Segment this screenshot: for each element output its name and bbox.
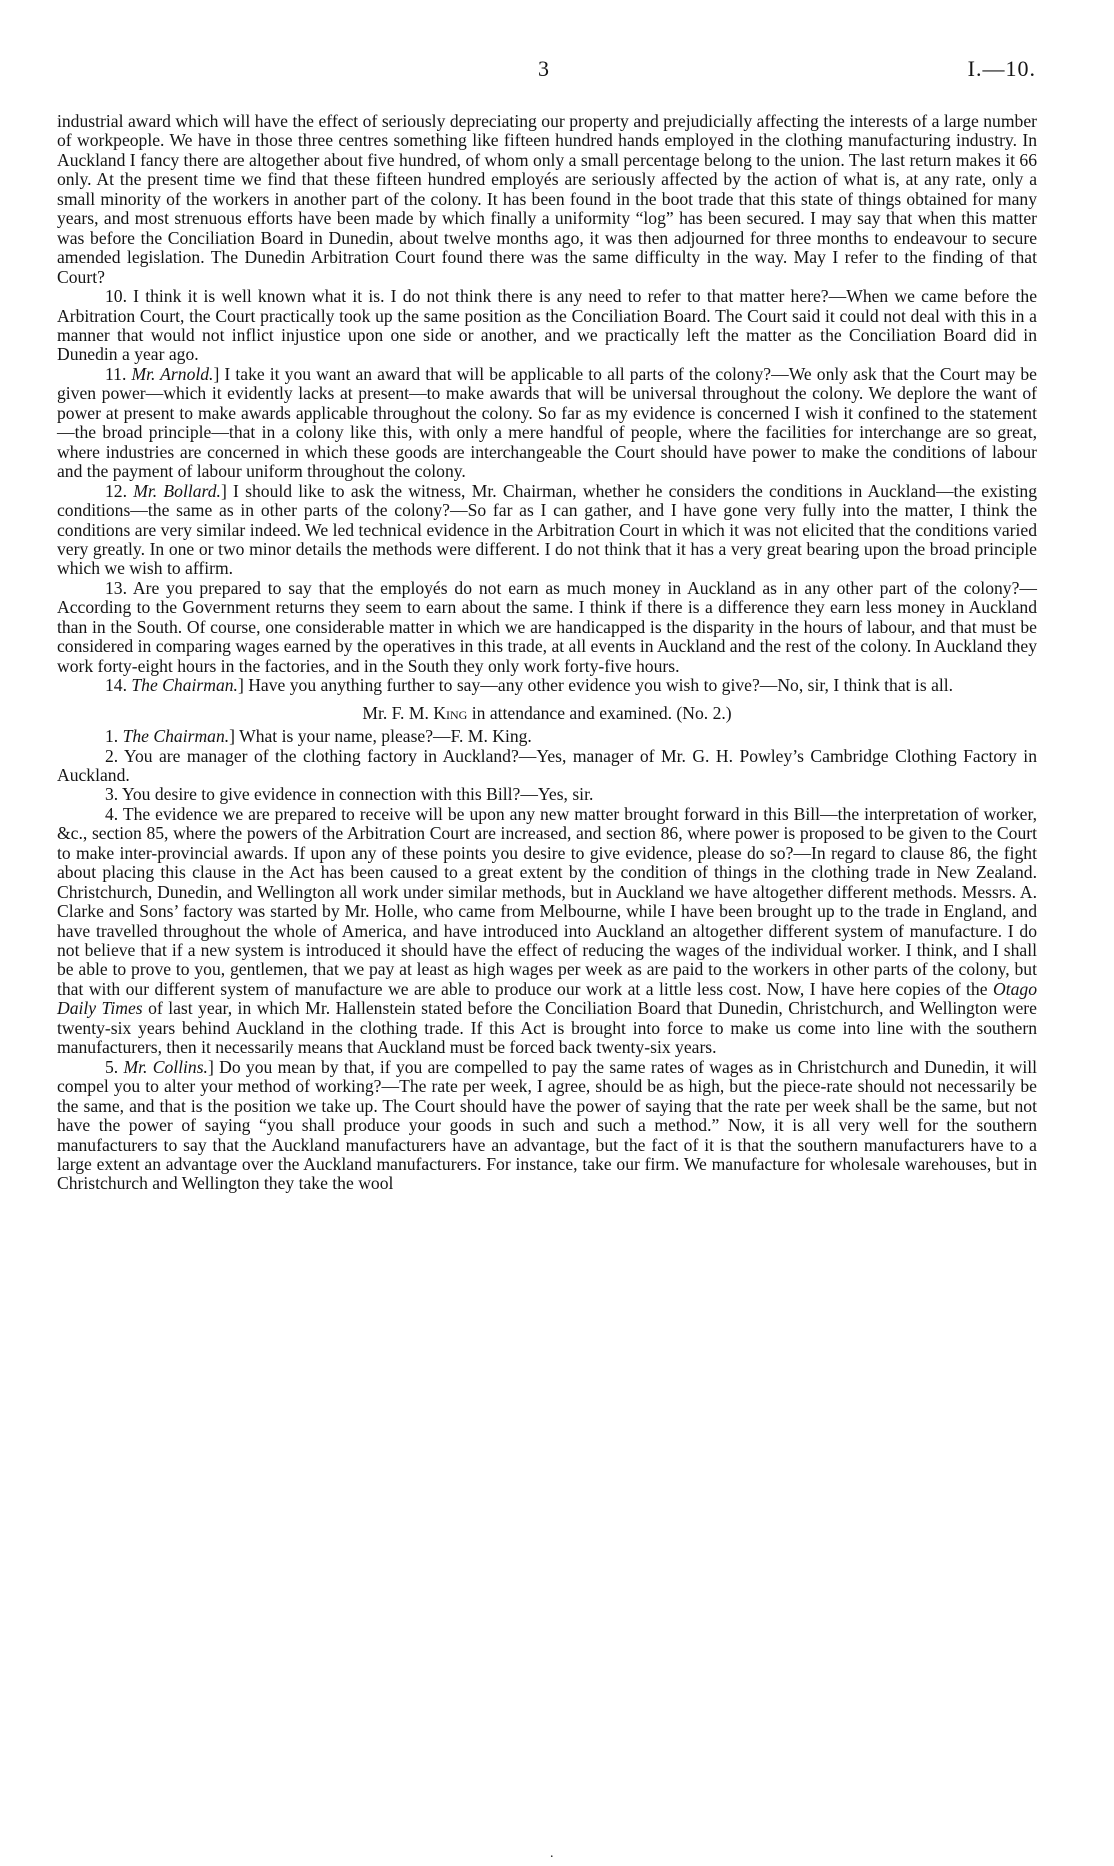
- speaker-name: The Chairman.: [122, 726, 230, 747]
- question-number: 5.: [105, 1056, 124, 1077]
- speaker-name: The Chairman.: [131, 675, 238, 696]
- paragraph-k5: [57, 1058, 1037, 1194]
- page-number: 3: [538, 56, 549, 81]
- newspaper-title: Otago Daily Times: [57, 978, 1037, 1019]
- page-reference: I.—10.: [967, 56, 1036, 81]
- question-text: ] Have you anything further to say—any other evidence you wish to give?—No, sir, I think that is all.: [237, 675, 954, 696]
- body-text: [57, 112, 1037, 1194]
- speaker-name: Mr. Collins.: [123, 1056, 208, 1077]
- paragraph-q13: 13. Are you prepared to say that the employés do not earn as much money in Auckland as in any other part of the colony?—According to the Government returns they seem to earn about the same. I think if there is a difference they earn less money in Auckland than in the South. Of course, one considerable matter in which we are handicapped is the disparity in the hours of labour, and that must be considered in comparing wages earned by the operatives in this trade, at all events in Auckland and the rest of the colony. In Auckland they work forty-eight hours in the factories, and in the South they only work forty-five hours.: [57, 577, 1037, 676]
- paragraph-continued: industrial award which will have the effect of seriously depreciating our property and prejudicially affecting the interests of a large number of workpeople. We have in those three centres something like fifteen hundred hands employed in the clothing manufacturing industry. In Auckland I fancy there are altogether about five hundred, of whom only a small percentage belong to the union. The last return makes it 66 only. At the present time we find that these fifteen hundred employés are seriously affected by the action of what is, at any rate, only a small minority of the workers in another part of the colony. It has been found in the boot trade that this state of things obtained for many years, and most strenuous efforts have been made by which finally a uniformity “log” has been secured. I may say that when this matter was before the Conciliation Board in Dunedin, about twelve months ago, it was then adjourned for three months to endeavour to secure amended legislation. The Dunedin Arbitration Court found there was the same difficulty in the way. May I refer to the finding of that Court?: [57, 111, 1037, 287]
- question-number: 1.: [105, 726, 123, 747]
- witness-heading: Mr. F. M. King in attendance and examined. (No. 2.): [362, 702, 732, 723]
- paragraph-k4: 4. The evidence we are prepared to receive will be upon any new matter brought forward in this Bill—the interpretation of worker, &c., section 85, where the powers of the Arbitration Court are increased, and section 86, where power is proposed to be given to the Court to make inter-provincial awards. If upon any of these points you desire to give evidence, please do so?—In regard to clause 86, the fight about placing this clause in the Act has been caused to a great extent by the condition of things in the clothing trade in New Zealand. Christchurch, Dunedin, and Wellington all work under similar methods, but in Auckland we have altogether different methods. Messrs. A. Clarke and Sons’ factory was started by Mr. Holle, who came from Melbourne, while I have been brought up to the trade in England, and have travelled throughout the whole of America, and have introduced into Auckland an altogether different system of manufacture. I do not believe that if a new system is introduced it should have the effect of reducing the wages of the individual worker. I think, and I shall be able to prove to you, gentlemen, that we pay at least as high wages per week as are paid to the workers in other parts of the colony, but that with our different system of manufacture we are able to produce our work at a little less cost. Now, I have here copies of the Otago Daily Times of last year, in which Mr. Hallenstein stated before the Conciliation Board that Dunedin, Christchurch, and Wellington were twenty-six years behind Auckland in the clothing trade. If this Act is brought into force to make us come into line with the southern manufacturers, then it necessarily means that Auckland must be forced back twenty-six years.: [57, 803, 1037, 1058]
- paragraph-k2: 2. You are manager of the clothing factory in Auckland?—Yes, manager of Mr. G. H. Powley’s Cambridge Clothing Factory in Auckland.: [57, 745, 1037, 785]
- speaker-name: Mr. Bollard.: [133, 480, 221, 501]
- question-text: ] Do you mean by that, if you are compelled to pay the same rates of wages as in Christchurch and Dunedin, it will compel you to alter your method of working?—The rate per week, I agree, should be as high, but the piece-rate should not necessarily be the same, and that is the position we take up. The Court should have the power of saying that the rate per week shall be the same, but not have the power of saying “you shall produce your goods in such and such a method.” Now, it is all very well for the southern manufacturers to say that the Auckland manufacturers have an advantage, but the fact of it is that the southern manufacturers have to a large extent an advantage over the Auckland manufacturers. For instance, take our firm. We manufacture for wholesale warehouses, but in Christchurch and Wellington they take the wool: [57, 1056, 1038, 1194]
- paragraph-q12: [57, 482, 1037, 579]
- footer-mark: .: [550, 1846, 554, 1861]
- question-number: 14.: [105, 675, 132, 696]
- question-text: ] I take it you want an award that will be applicable to all parts of the colony?—We only ask that the Court may be given power—which it evidently lacks at present—to make awards that will be universal throughout the colony. We deplore the want of power at present to make awards applicable throughout the colony. So far as my evidence is concerned I wish it confined to the statement—the broad principle—that in a colony like this, with only a mere handful of people, where the facilities for interchange are so great, where industries are concerned in which these goods are interchangeable the Court should have power to make the conditions of labour and the payment of labour uniform throughout the colony.: [57, 363, 1037, 482]
- question-number: 11.: [105, 363, 132, 384]
- question-text: ] I should like to ask the witness, Mr. Chairman, whether he considers the conditions in Auckland—the existing conditions—the same as in other parts of the colony?—So far as I can gather, and I have gone very fully into the matter, I think the conditions are very similar indeed. We led technical evidence in the Arbitration Court in which it was not elicited that the conditions varied very greatly. In one or two minor details the methods were different. I do not think that it has a very great bearing upon the broad principle which we wish to affirm.: [57, 480, 1037, 579]
- witness-name: King: [433, 702, 468, 723]
- paragraph-k1: [57, 727, 1037, 746]
- paragraph-q10: 10. I think it is well known what it is. I do not think there is any need to refer to that matter here?—When we came before the Arbitration Court, the Court practically took up the same position as the Conciliation Board. The Court said it could not deal with this in a manner that would not inflict injustice upon one side or another, and we practically left the matter as the Conciliation Board did in Dunedin a year ago.: [57, 286, 1037, 365]
- paragraph-q11: [57, 365, 1037, 482]
- speaker-name: Mr. Arnold.: [131, 363, 214, 384]
- paragraph-k3: 3. You desire to give evidence in connection with this Bill?—Yes, sir.: [105, 784, 594, 805]
- question-number: 12.: [105, 480, 134, 501]
- page-header: [0, 56, 1114, 86]
- paragraph-q14: [57, 676, 1037, 695]
- question-text: ] What is your name, please?—F. M. King.: [229, 726, 532, 747]
